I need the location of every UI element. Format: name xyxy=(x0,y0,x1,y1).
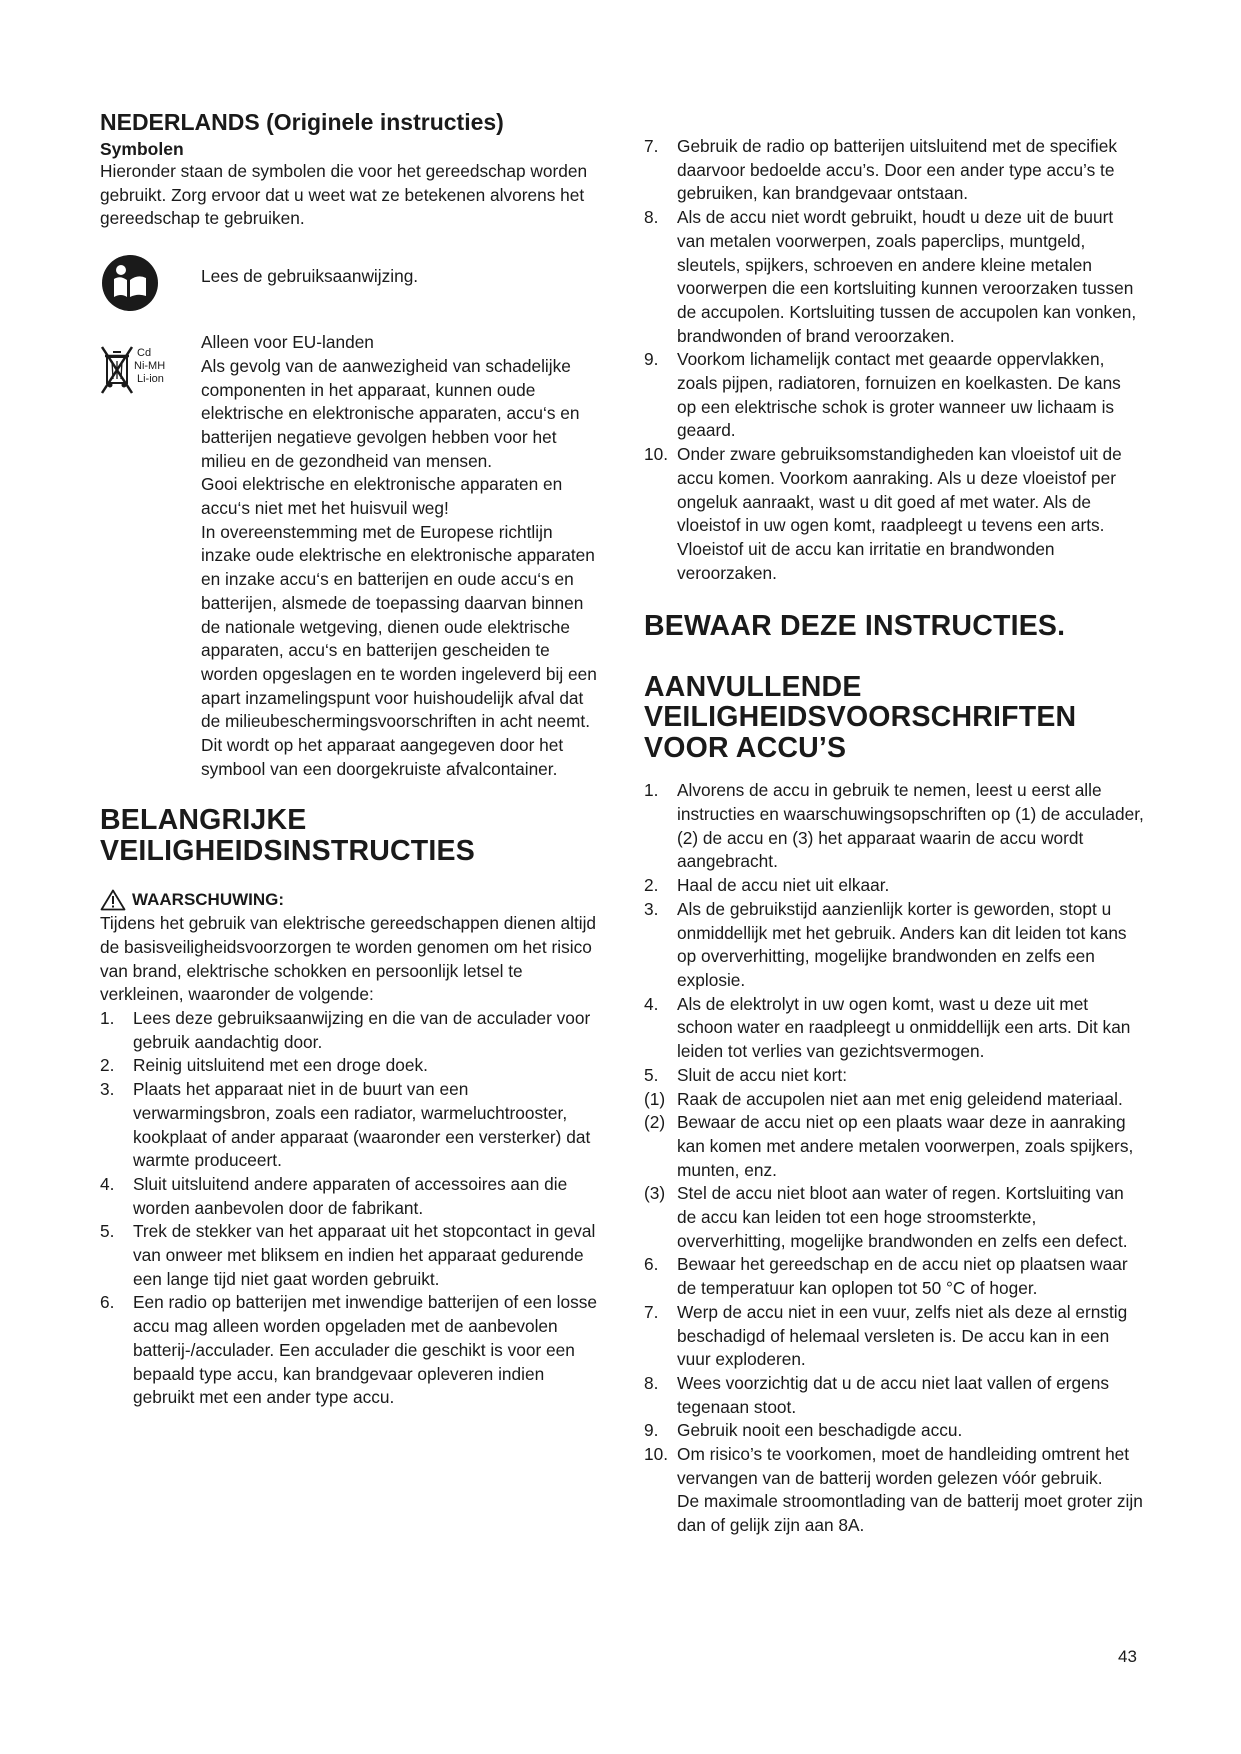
warning-label: WAARSCHUWING: xyxy=(132,890,285,910)
list-item: 5. Sluit de accu niet kort: xyxy=(644,1064,848,1085)
safety-heading xyxy=(100,805,600,866)
list-item: 4. Sluit uitsluitend andere apparaten of accessoires aan die worden aanbevolen door de fabrikant. xyxy=(100,1173,568,1218)
safety-list-continued xyxy=(644,135,1144,585)
eu-only-title: Alleen voor EU-landen xyxy=(201,332,374,353)
battery-heading xyxy=(644,672,1144,764)
battery-heading-line3: VOOR ACCU’S xyxy=(644,731,847,764)
language-title: NEDERLANDS (Originele instructies) xyxy=(100,109,504,135)
safety-section xyxy=(100,805,600,1409)
list-item: 3. Als de gebruikstijd aanzienlijk korter is geworden, stopt u onmiddellijk met het gebruik. Anders kan dit leiden tot kans op oververhitting, mogelijke brandwonden en zelfs een explosie. xyxy=(644,898,1127,990)
safety-heading-line2: VEILIGHEIDSINSTRUCTIES xyxy=(100,834,475,867)
list-item: 5. Trek de stekker van het apparaat uit het stopcontact in geval van onweer met bliksem en indien het apparaat gedurende een lange tijd niet gaat worden gebruikt. xyxy=(100,1221,596,1289)
safety-intro: Tijdens het gebruik van elektrische gereedschappen dienen altijd de basisveiligheidsvoorzorgen te worden genomen om het risico van brand, elektrische schokken en persoonlijk letsel te verkleinen, waaronder de volgende: xyxy=(100,913,597,1005)
battery-heading-line1: AANVULLENDE xyxy=(644,670,862,703)
right-column xyxy=(644,135,1144,1538)
list-item: 7. Gebruik de radio op batterijen uitsluitend met de specifiek daarvoor bedoelde accu’s. Door een ander type accu’s te gebruiken, kan brandgevaar ontstaan. xyxy=(644,136,1117,204)
list-item: 9. Voorkom lichamelijk contact met geaarde oppervlakken, zoals pijpen, radiatoren, fornuizen en koelkasten. De kans op een elektrische schok is groter wanneer uw lichaam is geaard. xyxy=(644,349,1121,441)
page-number: 43 xyxy=(1118,1647,1137,1666)
list-item: 10. Onder zware gebruiksomstandigheden kan vloeistof uit de accu komen. Voorkom aanraking. Als u deze vloeistof per ongeluk aanraakt, wast u dit goed af met water. Als de vloeistof in uw ogen komt, raadpleegt u tevens een arts. Vloeistof uit de accu kan irritatie en brandwonden veroorzaken. xyxy=(644,444,1122,583)
list-item: 3. Plaats het apparaat niet in de buurt van een verwarmingsbron, zoals een radiator, warmeluchtrooster, kookplaat of ander apparaat (waaronder een versterker) dat warmte produceert. xyxy=(100,1079,591,1171)
list-item: 1. Lees deze gebruiksaanwijzing en die van de acculader voor gebruik aandachtig door. xyxy=(100,1007,591,1052)
list-item: 8. Wees voorzichtig dat u de accu niet laat vallen of ergens tegenaan stoot. xyxy=(644,1372,1109,1417)
battery-list xyxy=(644,779,1144,1538)
read-manual-icon xyxy=(100,253,160,320)
battery-label-cd: Cd xyxy=(137,347,152,360)
sub-list-item: (1) Raak de accupolen niet aan met enig geleidend materiaal. xyxy=(644,1088,1123,1109)
bewaar-heading: BEWAAR DEZE INSTRUCTIES. xyxy=(644,610,1066,643)
eu-paragraph-2: Gooi elektrische en elektronische apparaten en accu‘s niet met het huisvuil weg! xyxy=(201,474,563,519)
safety-list xyxy=(100,1007,600,1410)
eu-paragraph-4: Dit wordt op het apparaat aangegeven door het symbool van een doorgekruiste afvalcontainer. xyxy=(201,735,564,779)
weee-symbol-text xyxy=(201,331,600,781)
list-item: 10. Om risico’s te voorkomen, moet de handleiding omtrent het vervangen van de batterij worden gelezen vóór gebruik. De maximale stroomontlading van de batterij moet groter zijn dan of gelijk zijn aan 8A. xyxy=(644,1443,1144,1538)
sub-list-item: (3) Stel de accu niet bloot aan water of regen. Kortsluiting van de accu kan leiden tot een hoge stroomsterkte, oververhitting, mogelijke brandwonden en zelfs een defect. xyxy=(644,1183,1128,1251)
battery-label-liion: Li-ion xyxy=(137,373,164,386)
list-item: 9. Gebruik nooit een beschadigde accu. xyxy=(644,1420,963,1441)
item10-extra: De maximale stroomontlading van de batterij moet groter zijn dan of gelijk zijn aan 8A. xyxy=(677,1491,1143,1536)
crossed-bin-icon xyxy=(100,341,185,408)
symbols-intro: Hieronder staan de symbolen die voor het gereedschap worden gebruikt. Zorg ervoor dat u weet wat ze betekenen alvorens het gereedschap te gebruiken. xyxy=(100,161,588,229)
symbols-title: Symbolen xyxy=(100,139,184,159)
list-item: 6. Bewaar het gereedschap en de accu niet op plaatsen waar de temperatuur kan oplopen tot 50 °C of hoger. xyxy=(644,1254,1128,1299)
warning-heading xyxy=(100,888,600,912)
manual-symbol-text: Lees de gebruiksaanwijzing. xyxy=(201,266,419,287)
list-item: 1. Alvorens de accu in gebruik te nemen, leest u eerst alle instructies en waarschuwingsopschriften op (1) de acculader, (2) de accu en (3) het apparaat waarin de accu wordt aangebracht. xyxy=(644,780,1144,872)
left-column xyxy=(100,108,600,1410)
list-item: 6. Een radio op batterijen met inwendige batterijen of een losse accu mag alleen worden opgeladen met de aanbevolen batterij-/acculader. Een acculader die geschikt is voor een bepaald type accu, kan brandgevaar opleveren indien gebruikt met een ander type accu. xyxy=(100,1292,598,1408)
list-item: 8. Als de accu niet wordt gebruikt, houdt u deze uit de buurt van metalen voorwerpen, zoals paperclips, muntgeld, sleutels, spijkers, schroeven en andere kleine metalen voorwerpen die een kortsluiting kunnen veroorzaken tussen de accupolen. Kortsluiting tussen de accupolen kan vonken, brandwonden of brand veroorzaken. xyxy=(644,207,1137,346)
weee-symbol-row xyxy=(100,331,600,781)
list-item: 4. Als de elektrolyt in uw ogen komt, wast u deze uit met schoon water en raadpleegt u onmiddellijk een arts. Dit kan leiden tot verlies van gezichtsvermogen. xyxy=(644,993,1131,1062)
eu-paragraph-3: In overeenstemming met de Europese richtlijn inzake oude elektrische en elektronische apparaten en inzake accu‘s en batterijen en oude accu‘s en batterijen, alsmede de toepassing daarvan binnen de nationale wetgeving, dienen oude elektrische apparaten, accu‘s en batterijen gescheiden te worden opgeslagen en te worden ingeleverd bij een apart inzamelingspunt voor huishoudelijk afval dat de milieubeschermingsvoorschriften in acht neemt. xyxy=(201,521,597,732)
list-item: 2. Haal de accu niet uit elkaar. xyxy=(644,875,890,896)
battery-heading-line2: VEILIGHEIDSVOORSCHRIFTEN xyxy=(644,701,1077,734)
sub-list-item: (2) Bewaar de accu niet op een plaats waar deze in aanraking kan komen met andere metalen voorwerpen, zoals spijkers, munten, enz. xyxy=(644,1112,1134,1180)
manual-symbol-row xyxy=(100,253,600,317)
list-item: 2. Reinig uitsluitend met een droge doek. xyxy=(100,1055,428,1076)
safety-heading-line1: BELANGRIJKE xyxy=(100,804,307,837)
list-item: 7. Werp de accu niet in een vuur, zelfs niet als deze al ernstig beschadigd of helemaal versleten is. De accu kan in een vuur exploderen. xyxy=(644,1301,1128,1370)
warning-triangle-icon xyxy=(100,889,126,911)
eu-paragraph-1: Als gevolg van de aanwezigheid van schadelijke componenten in het apparaat, kunnen oude elektrische en elektronische apparaten, accu‘s en batterijen negatieve gevolgen hebben voor het milieu en de gezondheid van mensen. xyxy=(201,355,580,471)
battery-label-nimh: Ni-MH xyxy=(134,360,166,373)
